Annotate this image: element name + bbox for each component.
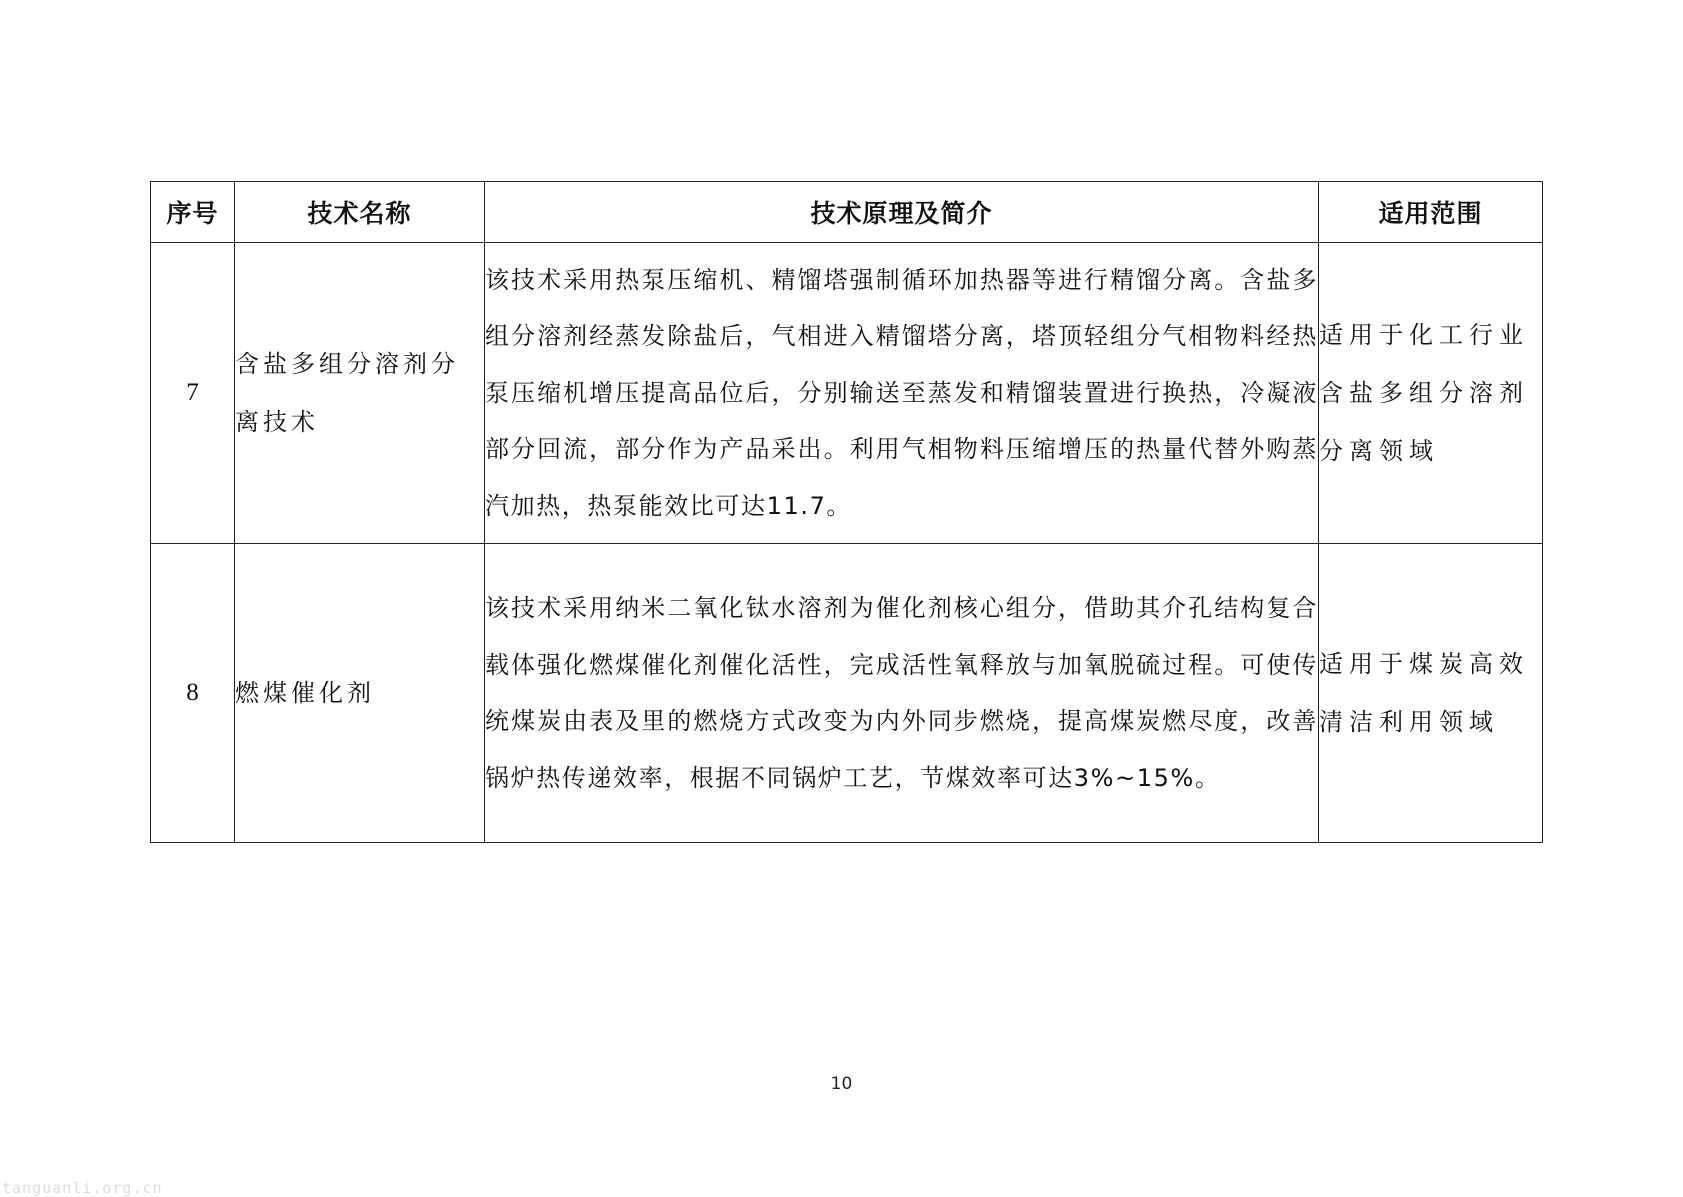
row-principle: 该技术采用纳米二氧化钛水溶剂为催化剂核心组分，借助其介孔结构复合载体强化燃煤催化剂催化活性，完成活性氧释放与加氧脱硫过程。可使传统煤炭由表及里的燃烧方式改变为内外同步燃烧，提高煤炭燃尽度，改善锅炉热传递效率，根据不同锅炉工艺，节煤效率可达3%~15%。 [485, 544, 1319, 843]
row-scope: 适用于煤炭高效清洁利用领域 [1319, 544, 1543, 843]
header-scope: 适用范围 [1319, 182, 1543, 243]
row-tech-name: 含盐多组分溶剂分离技术 [235, 243, 485, 544]
row-tech-name: 燃煤催化剂 [235, 544, 485, 843]
row-index: 7 [151, 243, 235, 544]
site-watermark: tanguanli.org.cn [2, 1179, 163, 1197]
table-row [151, 243, 1543, 544]
header-tech-name: 技术名称 [235, 182, 485, 243]
header-index: 序号 [151, 182, 235, 243]
page-number: 10 [830, 1074, 853, 1094]
header-principle: 技术原理及简介 [485, 182, 1319, 243]
row-scope: 适用于化工行业含盐多组分溶剂分离领域 [1319, 243, 1543, 544]
technology-table [150, 181, 1543, 843]
table-row [151, 544, 1543, 843]
table-header-row [151, 182, 1543, 243]
row-index: 8 [151, 544, 235, 843]
row-principle: 该技术采用热泵压缩机、精馏塔强制循环加热器等进行精馏分离。含盐多组分溶剂经蒸发除盐后，气相进入精馏塔分离，塔顶轻组分气相物料经热泵压缩机增压提高品位后，分别输送至蒸发和精馏装置进行换热，冷凝液部分回流，部分作为产品采出。利用气相物料压缩增压的热量代替外购蒸汽加热，热泵能效比可达11.7。 [485, 243, 1319, 544]
